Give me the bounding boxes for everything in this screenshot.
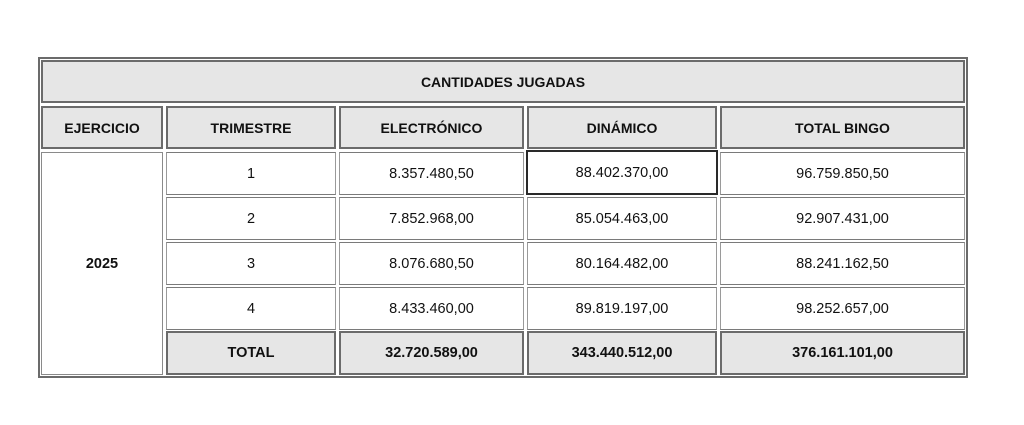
table-row-3-total: 88.241.162,50 xyxy=(720,242,965,285)
table-row-3-trimestre: 3 xyxy=(166,242,336,285)
table-row-2-trimestre: 2 xyxy=(166,197,336,240)
table-row-1-total: 96.759.850,50 xyxy=(720,152,965,195)
totals-total-bingo: 376.161.101,00 xyxy=(720,331,965,375)
header-electronico: ELECTRÓNICO xyxy=(339,106,524,149)
totals-electronico: 32.720.589,00 xyxy=(339,331,524,375)
table-row-2-electronico: 7.852.968,00 xyxy=(339,197,524,240)
year-cell: 2025 xyxy=(41,152,163,375)
table-row-1-trimestre: 1 xyxy=(166,152,336,195)
table-row-2-dinamico: 85.054.463,00 xyxy=(527,197,717,240)
table-row-1-dinamico[interactable]: 88.402.370,00 xyxy=(526,150,718,195)
table-row-1-electronico: 8.357.480,50 xyxy=(339,152,524,195)
table-row-4-total: 98.252.657,00 xyxy=(720,287,965,330)
table-row-4-trimestre: 4 xyxy=(166,287,336,330)
table-row-4-dinamico: 89.819.197,00 xyxy=(527,287,717,330)
totals-dinamico: 343.440.512,00 xyxy=(527,331,717,375)
header-total-bingo: TOTAL BINGO xyxy=(720,106,965,149)
header-dinamico: DINÁMICO xyxy=(527,106,717,149)
table-row-3-electronico: 8.076.680,50 xyxy=(339,242,524,285)
totals-label: TOTAL xyxy=(166,331,336,375)
table-row-2-total: 92.907.431,00 xyxy=(720,197,965,240)
header-ejercicio: EJERCICIO xyxy=(41,106,163,149)
table-row-3-dinamico: 80.164.482,00 xyxy=(527,242,717,285)
table-row-4-electronico: 8.433.460,00 xyxy=(339,287,524,330)
table-title: CANTIDADES JUGADAS xyxy=(41,60,965,103)
header-trimestre: TRIMESTRE xyxy=(166,106,336,149)
